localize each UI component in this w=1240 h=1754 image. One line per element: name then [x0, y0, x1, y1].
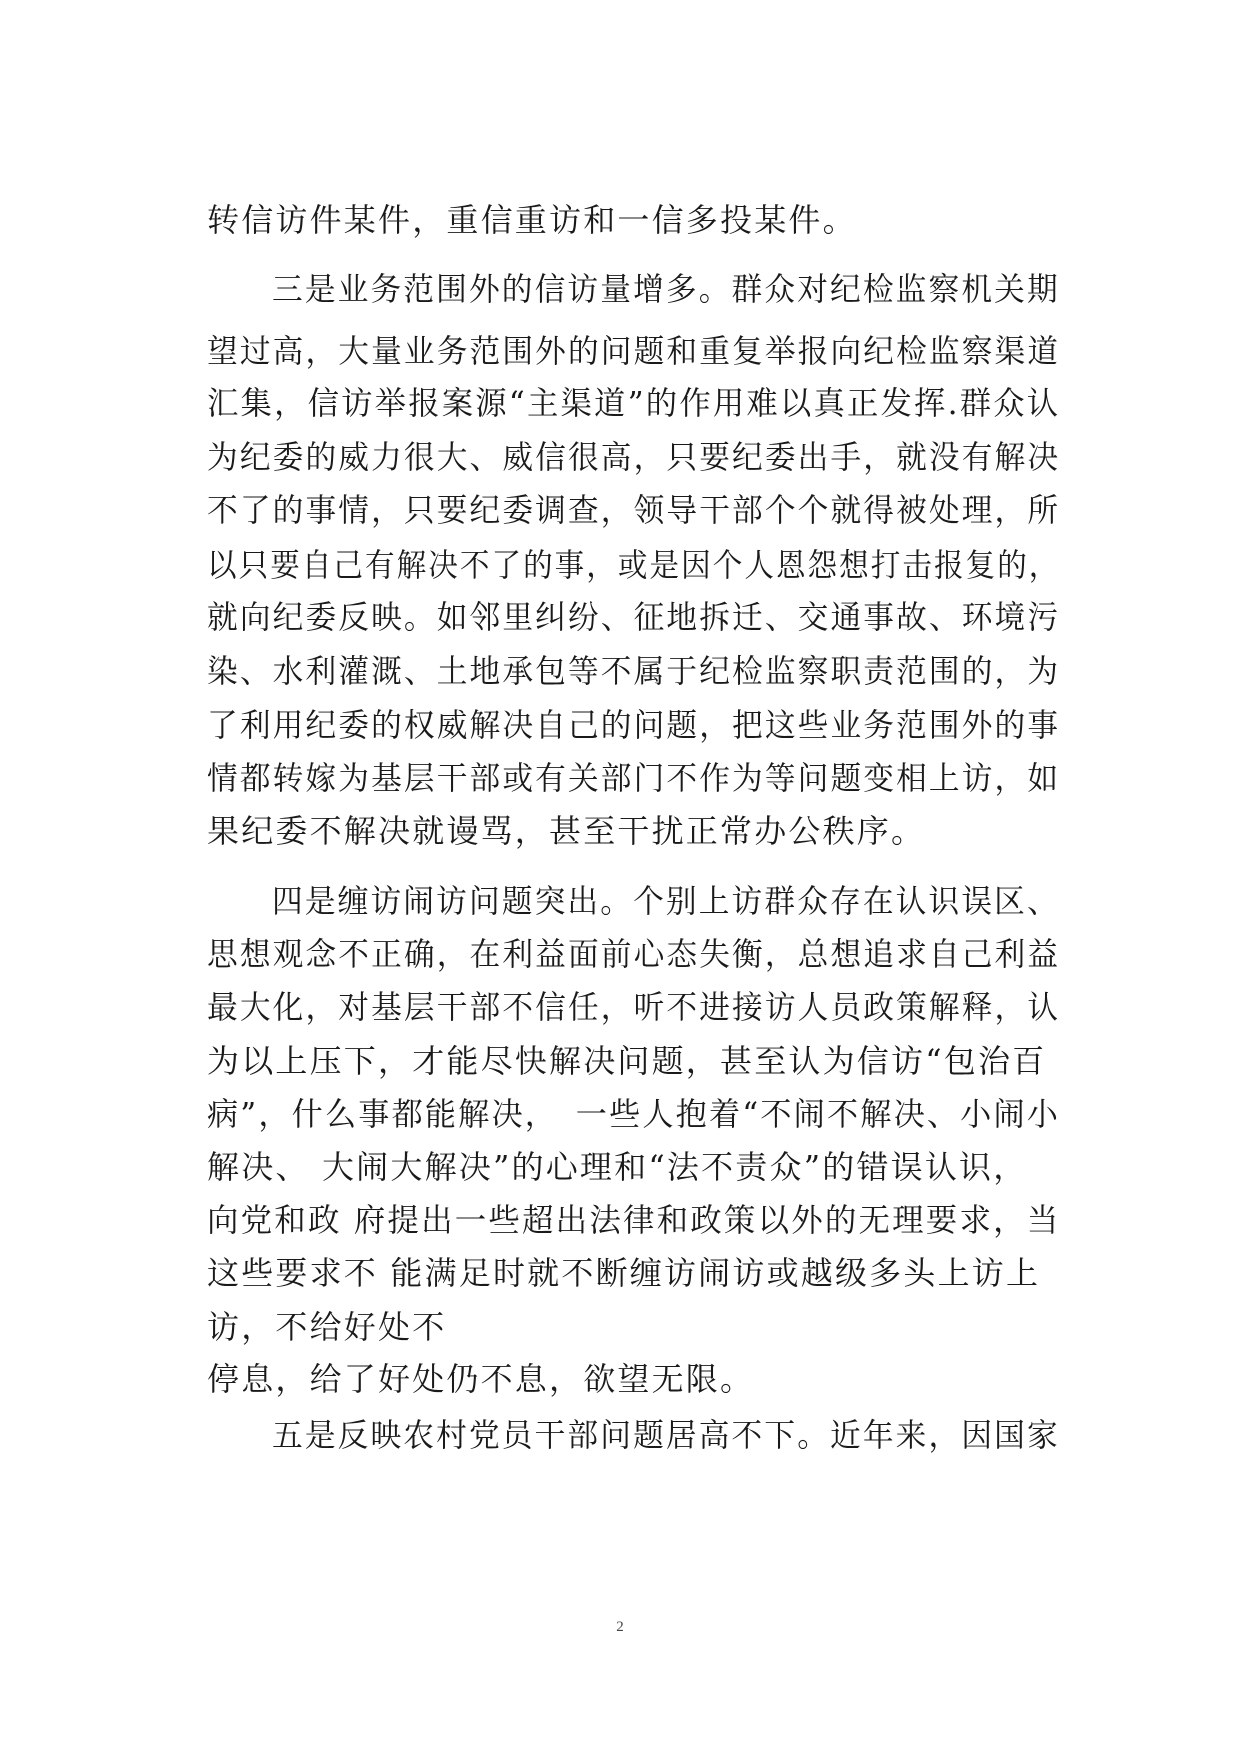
body-text-line: 望过高，大量业务范围外的问题和重复举报向纪检监察渠道: [207, 332, 1061, 370]
body-text-line: 病”，什么事都能解决， 一些人抱着“不闹不解决、小闹小: [207, 1095, 1061, 1133]
body-text-line: 就向纪委反映。如邻里纠纷、征地拆迁、交通事故、环境污: [207, 598, 1061, 636]
body-text-line: 思想观念不正确，在利益面前心态失衡，总想追求自己利益: [207, 935, 1061, 973]
body-text-line: 为以上压下，才能尽快解决问题，甚至认为信访“包治百: [207, 1042, 1047, 1080]
body-text-line: 四是缠访闹访问题突出。个别上访群众存在认识误区、: [272, 882, 1060, 920]
body-text-line: 五是反映农村党员干部问题居高不下。近年来，因国家: [272, 1416, 1060, 1454]
body-text-line: 三是业务范围外的信访量增多。群众对纪检监察机关期: [272, 270, 1060, 308]
body-text-line: 以只要自己有解决不了的事，或是因个人恩怨想打击报复的，: [207, 546, 1061, 584]
body-text-line: 这些要求不 能满足时就不断缠访闹访或越级多头上访上: [207, 1254, 1041, 1292]
body-text-line: 向党和政 府提出一些超出法律和政策以外的无理要求，当: [207, 1201, 1061, 1239]
body-text-line: 情都转嫁为基层干部或有关部门不作为等问题变相上访，如: [207, 759, 1061, 797]
body-text-line: 访，不给好处不: [207, 1308, 447, 1346]
page-number: 2: [616, 1619, 624, 1635]
body-text-line: 转信访件某件，重信重访和一信多投某件。: [207, 201, 857, 239]
body-text-line: 染、水利灌溉、土地承包等不属于纪检监察职责范围的，为: [207, 652, 1061, 690]
body-text-line: 果纪委不解决就谩骂，甚至干扰正常办公秩序。: [207, 812, 926, 850]
body-text-line: 不了的事情，只要纪委调查，领导干部个个就得被处理，所: [207, 491, 1061, 529]
body-text-line: 为纪委的威力很大、威信很高，只要纪委出手，就没有解决: [207, 438, 1061, 476]
body-text-line: 最大化，对基层干部不信任，听不进接访人员政策解释，认: [207, 988, 1061, 1026]
body-text-line: 停息，给了好处仍不息，欲望无限。: [207, 1360, 755, 1398]
body-text-line: 汇集，信访举报案源“主渠道”的作用难以真正发挥.群众认: [207, 384, 1061, 422]
body-text-line: 了利用纪委的权威解决自己的问题，把这些业务范围外的事: [207, 706, 1061, 744]
body-text-line: 解决、 大闹大解决”的心理和“法不责众”的错误认识，: [207, 1148, 1028, 1186]
